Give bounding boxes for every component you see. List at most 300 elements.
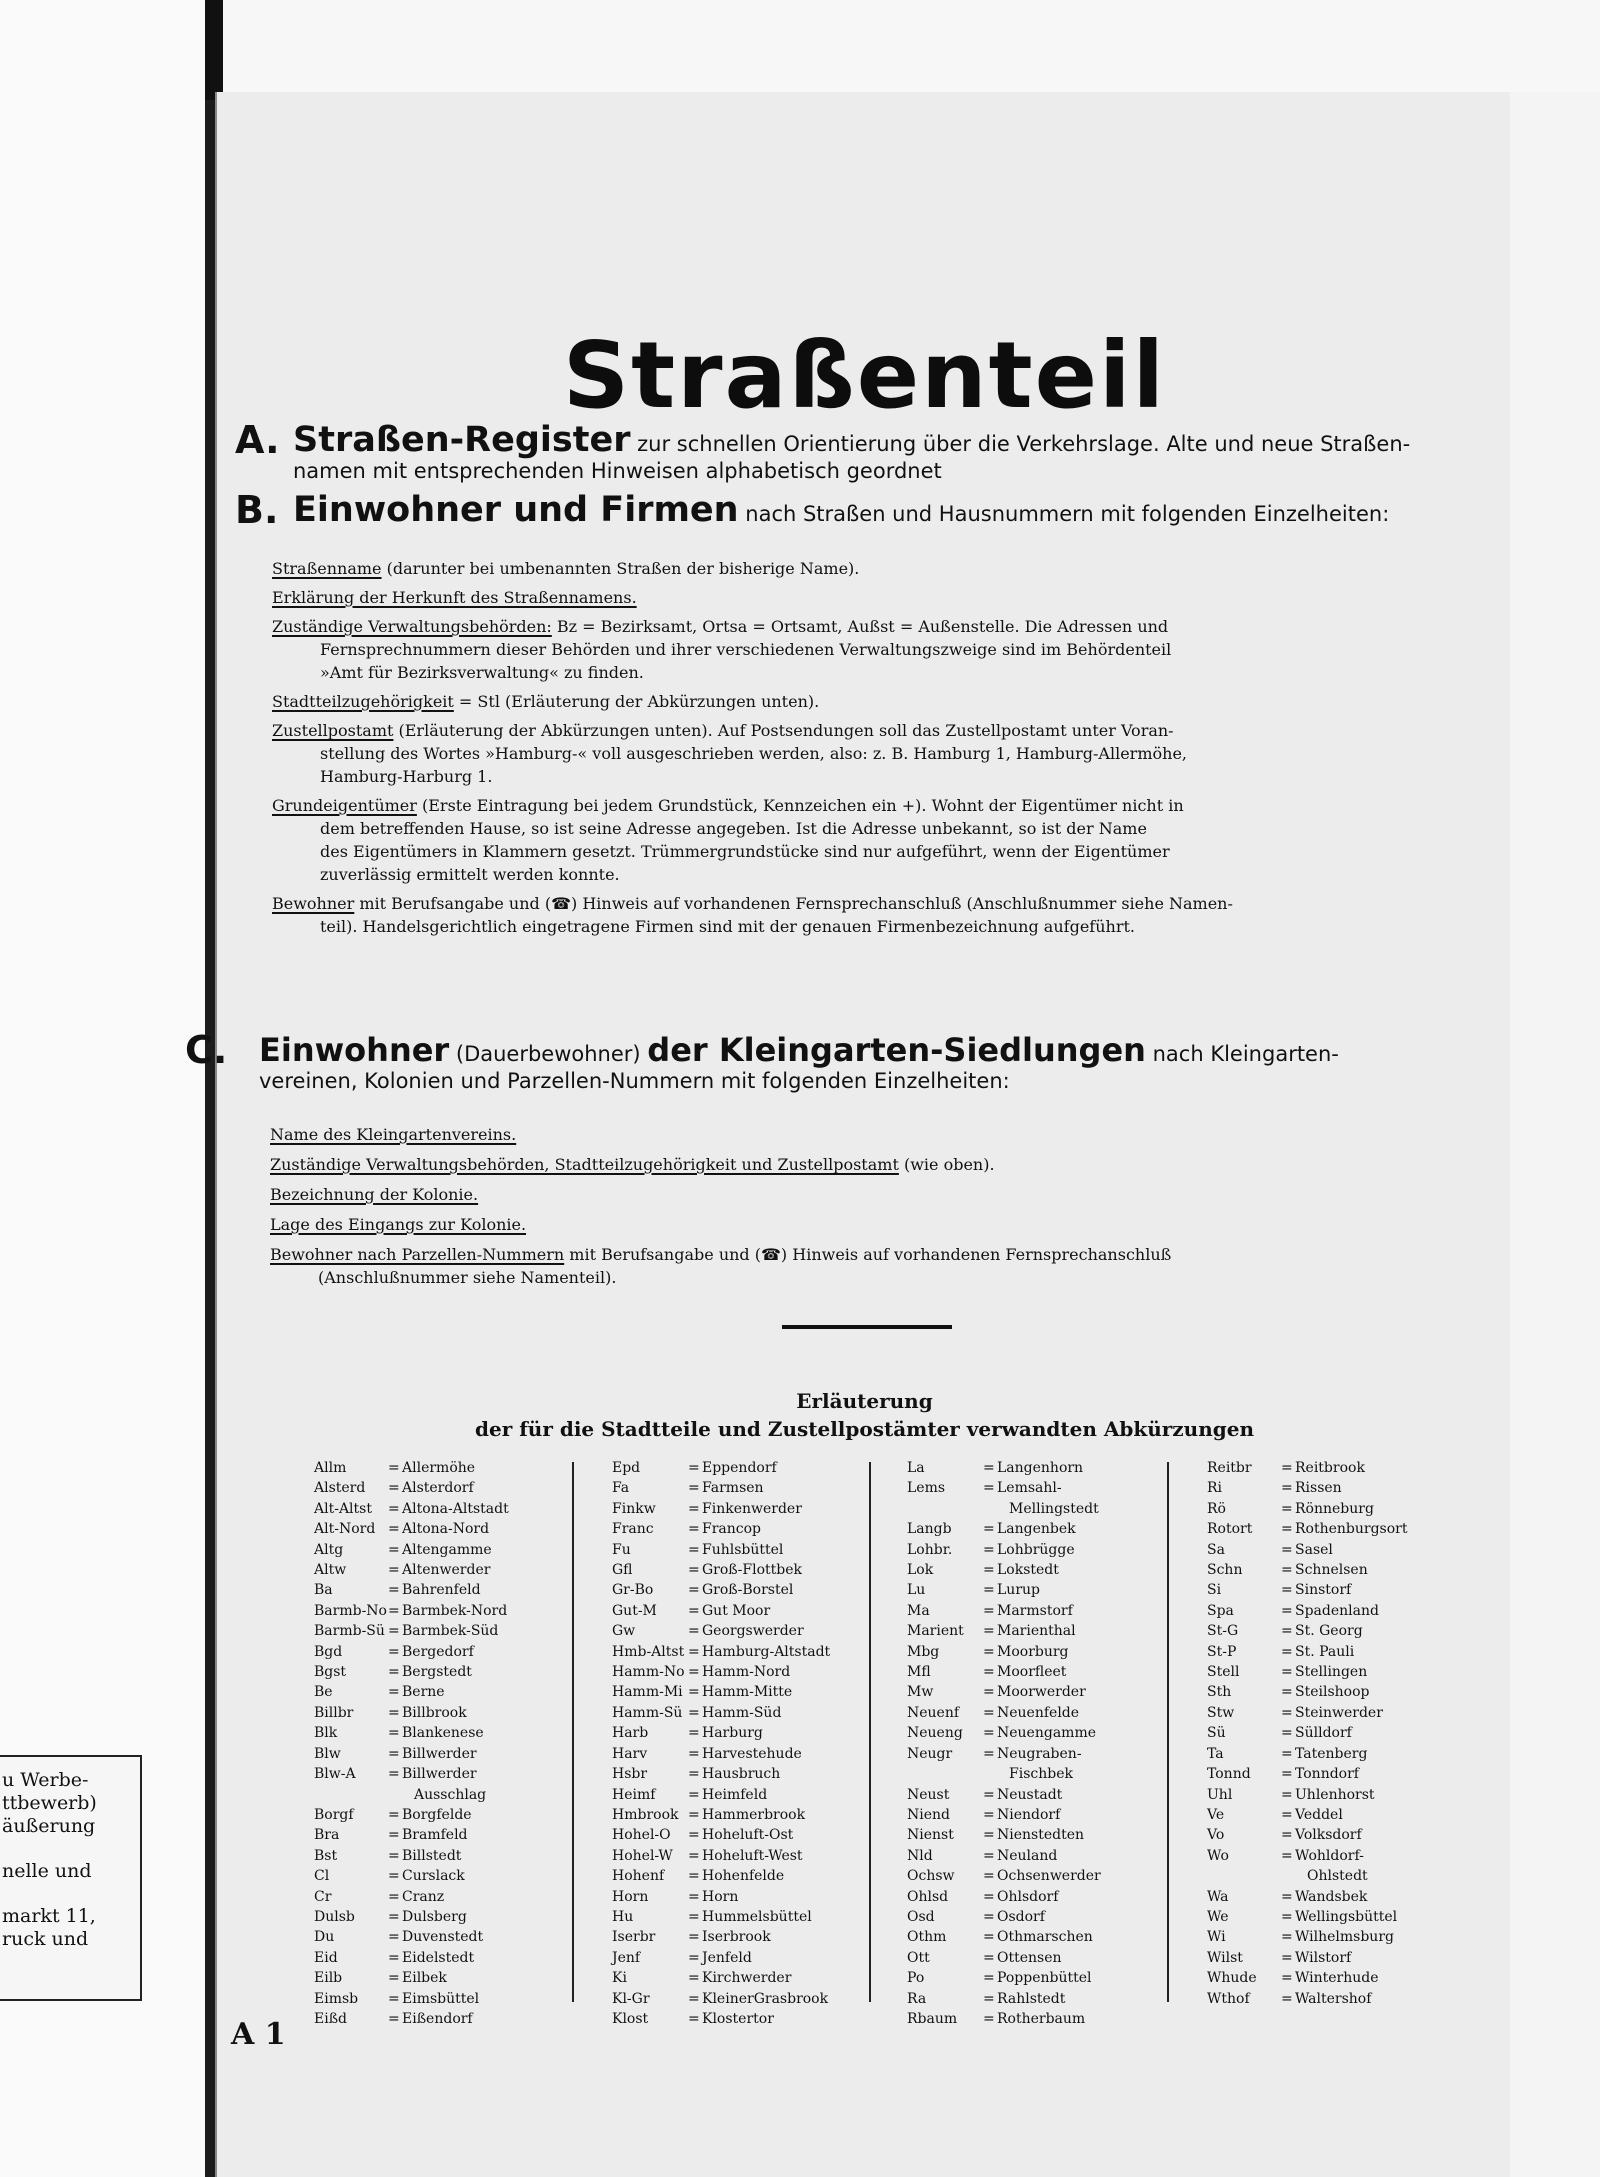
equals-sign: = (388, 2010, 400, 2027)
entry-item (272, 615, 1482, 684)
abbreviation-row (314, 1805, 509, 1825)
abbreviation-row (1207, 1682, 1407, 1702)
equals-sign: = (983, 1908, 995, 1925)
abbreviation: Ma (907, 1602, 930, 1619)
section-c-letter: C. (185, 1028, 228, 1072)
equals-sign: = (983, 1725, 995, 1742)
full-name: Hamburg-Altstadt (702, 1643, 831, 1660)
entry-label: Straßenname (272, 559, 382, 578)
abbreviation: Nld (907, 1847, 933, 1864)
equals-sign: = (1281, 1684, 1293, 1701)
equals-sign: = (688, 1949, 700, 1966)
section-b-heading: Einwohner und Firmen (293, 490, 739, 530)
abbreviation: Altg (314, 1541, 344, 1558)
section-b-letter: B. (235, 488, 279, 532)
equals-sign: = (388, 1827, 400, 1844)
abbreviation-row (907, 1723, 1101, 1743)
entry-continuation: Hamburg-Harburg 1. (320, 767, 493, 786)
full-name: Sinstorf (1295, 1582, 1352, 1599)
abbreviation-row (612, 1499, 830, 1519)
abbreviation: Ri (1207, 1480, 1223, 1497)
abbreviation: Osd (907, 1908, 935, 1925)
full-name: Bramfeld (402, 1827, 468, 1844)
abbreviation-row (1207, 1785, 1407, 1805)
equals-sign: = (688, 1541, 700, 1558)
abbreviation-row (314, 2009, 509, 2029)
equals-sign: = (983, 1847, 995, 1864)
abbreviation: Gw (612, 1623, 636, 1640)
column-divider (869, 1462, 871, 2002)
section-a-text: zur schnellen Orientierung über die Verkehrslage. Alte und neue Straßen- (630, 432, 1411, 456)
entry-text: (wie oben). (898, 1155, 995, 1174)
abbreviation-row (314, 1478, 509, 1498)
entry-item (270, 1153, 1490, 1176)
abbreviation-row (612, 1825, 830, 1845)
full-name: Hamm-Mitte (702, 1684, 793, 1701)
equals-sign: = (1281, 1500, 1293, 1517)
abbreviation: Hamm-Sü (612, 1704, 683, 1721)
abbreviation-row (1207, 1948, 1407, 1968)
abbreviation-row (1207, 1478, 1407, 1498)
abbreviation-row (907, 1560, 1101, 1580)
abbreviation-row (907, 1907, 1101, 1927)
abbreviation-row (314, 1560, 509, 1580)
binding-edge-top (205, 0, 223, 100)
entry-continuation: des Eigentümers in Klammern gesetzt. Trümmergrundstücke sind nur aufgeführt, wenn der Eigentümer (320, 842, 1170, 861)
abbreviation-row (612, 1519, 830, 1539)
abbreviation-row (612, 1744, 830, 1764)
equals-sign: = (1281, 1908, 1293, 1925)
entry-text: mit Berufsangabe und (☎) Hinweis auf vorhandenen Fernsprechanschluß (564, 1245, 1172, 1264)
abbreviation: Nienst (907, 1827, 954, 1844)
equals-sign: = (983, 1602, 995, 1619)
abbreviation-row (1207, 1560, 1407, 1580)
abbreviation-column (314, 1458, 509, 2029)
abbreviation-row (1207, 1968, 1407, 1988)
abbreviation-row (1207, 1744, 1407, 1764)
page-title: Straßenteil (562, 322, 1167, 429)
entry-text: (darunter bei umbenannten Straßen der bisherige Name). (381, 559, 860, 578)
abbreviation: Wa (1207, 1888, 1229, 1905)
full-name: Finkenwerder (702, 1500, 802, 1517)
abbreviation-column (612, 1458, 830, 2029)
full-name: St. Pauli (1295, 1643, 1355, 1660)
divider-rule (782, 1325, 952, 1329)
abbreviation-row (907, 1703, 1101, 1723)
abbreviation-title: Erläuterung (796, 1389, 933, 1413)
equals-sign: = (688, 1643, 700, 1660)
abbreviation-row (907, 1682, 1101, 1702)
abbreviation-row (907, 1785, 1101, 1805)
entry-item (272, 557, 1482, 580)
equals-sign: = (688, 1827, 700, 1844)
abbreviation: Hu (612, 1908, 634, 1925)
abbreviation: La (907, 1460, 925, 1476)
full-name: Barmbek-Süd (402, 1623, 499, 1640)
abbreviation-row (314, 1723, 509, 1743)
full-name: Hamm-Nord (702, 1664, 791, 1681)
abbreviation: Othm (907, 1929, 947, 1946)
section-b-text: nach Straßen und Hausnummern mit folgenden Einzelheiten: (738, 502, 1390, 526)
abbreviation: Hsbr (612, 1766, 648, 1783)
equals-sign: = (983, 1623, 995, 1640)
entry-label: Bewohner (272, 894, 355, 913)
abbreviation: Alt-Nord (314, 1521, 376, 1538)
abbreviation-row (314, 1887, 509, 1907)
abbreviation: Neueng (907, 1725, 963, 1742)
abbreviation: Lohbr. (907, 1541, 953, 1558)
full-name: Fuhlsbüttel (702, 1541, 784, 1558)
abbreviation: Niend (907, 1806, 950, 1823)
full-name: Wellingsbüttel (1295, 1908, 1398, 1925)
full-name: Harburg (702, 1725, 763, 1742)
equals-sign: = (388, 1480, 400, 1497)
equals-sign: = (1281, 1664, 1293, 1681)
full-name: Hammerbrook (702, 1806, 806, 1823)
abbreviation-row (907, 1805, 1101, 1825)
abbreviation-row (907, 1662, 1101, 1682)
abbreviation-row (1207, 1825, 1407, 1845)
abbreviation: Neugr (907, 1745, 953, 1762)
section-a-letter: A. (235, 418, 280, 462)
full-name: Winterhude (1295, 1970, 1379, 1987)
full-name: Blankenese (402, 1725, 484, 1742)
equals-sign: = (688, 1745, 700, 1762)
full-name: Bahrenfeld (402, 1582, 481, 1599)
abbreviation: Spa (1207, 1602, 1234, 1619)
abbreviation-row (314, 1866, 509, 1886)
full-name: Veddel (1295, 1806, 1343, 1823)
abbreviation: Gut-M (612, 1602, 657, 1619)
abbreviation-row (612, 1948, 830, 1968)
equals-sign: = (1281, 1480, 1293, 1497)
full-name: Eppendorf (702, 1460, 777, 1476)
equals-sign: = (388, 1664, 400, 1681)
abbreviation: Stw (1207, 1704, 1235, 1721)
abbreviation: Epd (612, 1460, 641, 1476)
abbreviation-row (1207, 1846, 1407, 1866)
equals-sign: = (388, 1745, 400, 1762)
abbreviation: Lu (907, 1582, 926, 1599)
abbreviation-row (907, 1948, 1101, 1968)
abbreviation-row (314, 1682, 509, 1702)
abbreviation: Uhl (1207, 1786, 1233, 1803)
facing-page-line (0, 1883, 140, 1905)
equals-sign: = (1281, 1745, 1293, 1762)
full-name: Poppenbüttel (997, 1970, 1092, 1987)
full-name: Francop (702, 1521, 762, 1538)
abbreviation-row (314, 1662, 509, 1682)
equals-sign: = (1281, 1582, 1293, 1599)
abbreviation-row (314, 1580, 509, 1600)
abbreviation: Hohenf (612, 1868, 665, 1885)
abbreviation-row (314, 1907, 509, 1927)
abbreviation: Hamm-Mi (612, 1684, 683, 1701)
abbreviation: Jenf (612, 1949, 641, 1966)
abbreviation: Blw (314, 1745, 341, 1762)
equals-sign: = (688, 1847, 700, 1864)
abbreviation: Kl-Gr (612, 1990, 650, 2007)
full-name: Wilhelmsburg (1295, 1929, 1394, 1946)
full-name: Klostertor (702, 2010, 774, 2027)
full-name: Altengamme (402, 1541, 492, 1558)
equals-sign: = (1281, 1460, 1293, 1476)
full-name: Ohlstedt (1307, 1868, 1368, 1885)
entry-label: Zuständige Verwaltungsbehörden, Stadtteilzugehörigkeit und Zustellpostamt (270, 1155, 899, 1174)
abbreviation: Hamm-No (612, 1664, 685, 1681)
full-name: Borgfelde (402, 1806, 472, 1823)
equals-sign: = (688, 1725, 700, 1742)
abbreviation-row (612, 1580, 830, 1600)
entry-label: Name des Kleingartenvereins. (270, 1125, 517, 1144)
full-name: Duvenstedt (402, 1929, 484, 1946)
equals-sign: = (688, 1500, 700, 1517)
equals-sign: = (1281, 1847, 1293, 1864)
abbreviation-row (612, 1723, 830, 1743)
full-name: Marmstorf (997, 1602, 1073, 1619)
abbreviation-row (907, 1989, 1101, 2009)
abbreviation-row (1207, 1703, 1407, 1723)
full-name: Marienthal (997, 1623, 1076, 1640)
abbreviation-row (612, 1621, 830, 1641)
equals-sign: = (388, 1684, 400, 1701)
abbreviation-column (907, 1458, 1101, 2029)
abbreviation: Rotort (1207, 1521, 1253, 1538)
abbreviation: Alt-Altst (314, 1500, 372, 1517)
equals-sign: = (983, 1949, 995, 1966)
full-name: Altenwerder (402, 1562, 491, 1579)
full-name: Hamm-Süd (702, 1704, 782, 1721)
equals-sign: = (688, 1929, 700, 1946)
equals-sign: = (983, 1745, 995, 1762)
facing-page-line: u Werbe- (2, 1769, 89, 1791)
abbreviation: Bgd (314, 1643, 343, 1660)
abbreviation: Bra (314, 1827, 340, 1844)
abbreviation: Hmbrook (612, 1806, 679, 1823)
abbreviation-row (907, 1846, 1101, 1866)
abbreviation: Heimf (612, 1786, 656, 1803)
abbreviation: Iserbr (612, 1929, 656, 1946)
equals-sign: = (688, 1990, 700, 2007)
equals-sign: = (688, 1582, 700, 1599)
entry-item (272, 586, 1482, 609)
abbreviation: Lok (907, 1562, 934, 1579)
entry-item (270, 1243, 1490, 1289)
abbreviation-row (907, 1887, 1101, 1907)
abbreviation: Vo (1207, 1827, 1225, 1844)
abbreviation: Cl (314, 1868, 330, 1885)
abbreviation: Borgf (314, 1806, 354, 1823)
abbreviation: Ki (612, 1970, 627, 1987)
equals-sign: = (388, 1582, 400, 1599)
facing-page-line: äußerung (2, 1815, 96, 1837)
abbreviation: Be (314, 1684, 333, 1701)
equals-sign: = (1281, 1541, 1293, 1558)
abbreviation-row (612, 1478, 830, 1498)
full-name: Spadenland (1295, 1602, 1379, 1619)
equals-sign (1281, 1866, 1295, 1886)
full-name: Ausschlag (414, 1786, 487, 1803)
equals-sign: = (983, 1888, 995, 1905)
column-divider (1167, 1462, 1169, 2002)
equals-sign: = (983, 1970, 995, 1987)
abbreviation-row (907, 1601, 1101, 1621)
full-name: Wohldorf- (1295, 1847, 1364, 1864)
full-name: Neustadt (997, 1786, 1063, 1803)
column-divider (572, 1462, 574, 2002)
abbreviation-row (907, 2009, 1101, 2029)
abbreviation-row (314, 1458, 509, 1478)
abbreviation: We (1207, 1908, 1229, 1925)
equals-sign: = (983, 1786, 995, 1803)
abbreviation-row (612, 1458, 830, 1478)
full-name: Osdorf (997, 1908, 1045, 1925)
entry-continuation: teil). Handelsgerichtlich eingetragene Firmen sind mit der genauen Firmenbezeichnung aufgeführt. (320, 917, 1135, 936)
full-name: Wandsbek (1295, 1888, 1368, 1905)
abbreviation-row (314, 1744, 509, 1764)
entry-label: Lage des Eingangs zur Kolonie. (270, 1215, 527, 1234)
entry-item (270, 1183, 1490, 1206)
full-name: Allermöhe (402, 1460, 476, 1476)
abbreviation-row (612, 2009, 830, 2029)
abbreviation (314, 1785, 388, 1805)
facing-page-text-box (0, 1755, 142, 2001)
entry-label: Zuständige Verwaltungsbehörden: (272, 617, 552, 636)
abbreviation-row (314, 1989, 509, 2009)
equals-sign: = (688, 1766, 700, 1783)
equals-sign: = (983, 1704, 995, 1721)
abbreviation: Rbaum (907, 2010, 958, 2027)
abbreviation: Neust (907, 1786, 950, 1803)
abbreviation: Sth (1207, 1684, 1232, 1701)
equals-sign: = (688, 1684, 700, 1701)
full-name: Reitbrook (1295, 1460, 1365, 1476)
entry-item (270, 1213, 1490, 1236)
entry-continuation: dem betreffenden Hause, so ist seine Adresse angegeben. Ist die Adresse unbekannt, so ist der Name (320, 819, 1147, 838)
abbreviation: Neuenf (907, 1704, 960, 1721)
full-name: Berne (402, 1684, 445, 1701)
abbreviation: Ra (907, 1990, 927, 2007)
abbreviation-row (612, 1887, 830, 1907)
full-name: Billbrook (402, 1704, 467, 1721)
full-name: Rönneburg (1295, 1500, 1374, 1517)
abbreviation: Blw-A (314, 1766, 356, 1783)
abbreviation-row (1207, 1866, 1407, 1886)
section-c-text: nach Kleingarten- (1145, 1042, 1339, 1066)
equals-sign: = (1281, 1949, 1293, 1966)
equals-sign: = (1281, 1562, 1293, 1579)
full-name: Groß-Flottbek (702, 1562, 802, 1579)
full-name: Sülldorf (1295, 1725, 1352, 1742)
abbreviation-row (1207, 1764, 1407, 1784)
equals-sign: = (688, 1908, 700, 1925)
full-name: Neuland (997, 1847, 1058, 1864)
directory-page (185, 92, 1512, 2177)
abbreviation-row (314, 1785, 509, 1805)
full-name: Altona-Altstadt (402, 1500, 509, 1517)
entry-text: (Erläuterung der Abkürzungen unten). Auf Postsendungen soll das Zustellpostamt unter Voran- (393, 721, 1174, 740)
abbreviation-row (314, 1846, 509, 1866)
equals-sign: = (1281, 1888, 1293, 1905)
equals-sign: = (1281, 1929, 1293, 1946)
abbreviation-row (907, 1621, 1101, 1641)
abbreviation: Harb (612, 1725, 649, 1742)
abbreviation: Barmb-No (314, 1602, 387, 1619)
equals-sign: = (983, 1541, 995, 1558)
equals-sign: = (983, 1562, 995, 1579)
facing-page-line: ruck und (2, 1928, 89, 1950)
abbreviation-subtitle: der für die Stadtteile und Zustellpostämter verwandten Abkürzungen (474, 1417, 1254, 1441)
equals-sign: = (388, 1500, 400, 1517)
abbreviation-row (314, 1601, 509, 1621)
abbreviation-row (1207, 1887, 1407, 1907)
entry-continuation: stellung des Wortes »Hamburg-« voll ausgeschrieben werden, also: z. B. Hamburg 1, Hamburg-Allermöhe, (320, 744, 1187, 763)
equals-sign: = (388, 1460, 400, 1476)
equals-sign: = (983, 1868, 995, 1885)
abbreviation: Schn (1207, 1562, 1243, 1579)
equals-sign: = (388, 1806, 400, 1823)
equals-sign (983, 1764, 997, 1784)
abbreviation-row (612, 1662, 830, 1682)
equals-sign: = (388, 1602, 400, 1619)
equals-sign: = (983, 1582, 995, 1599)
equals-sign: = (388, 1766, 400, 1783)
full-name: Alsterdorf (402, 1480, 474, 1497)
section-a (235, 418, 1495, 485)
equals-sign: = (388, 1521, 400, 1538)
abbreviation-row (314, 1621, 509, 1641)
page-number: A 1 (231, 2017, 286, 2052)
equals-sign: = (1281, 1806, 1293, 1823)
full-name: Volksdorf (1295, 1827, 1362, 1844)
full-name: Sasel (1295, 1541, 1333, 1558)
full-name: Nienstedten (997, 1827, 1085, 1844)
equals-sign: = (983, 1929, 995, 1946)
abbreviation-row (314, 1764, 509, 1784)
abbreviation: Whude (1207, 1970, 1257, 1987)
section-c-heading-2: der Kleingarten-Siedlungen (647, 1031, 1146, 1069)
abbreviation-row (907, 1580, 1101, 1600)
section-c-heading: Einwohner (259, 1031, 450, 1069)
abbreviation: Gr-Bo (612, 1582, 654, 1599)
full-name: Hausbruch (702, 1766, 781, 1783)
full-name: St. Georg (1295, 1623, 1363, 1640)
full-name: Eißendorf (402, 2010, 473, 2027)
abbreviation: Du (314, 1929, 335, 1946)
abbreviation-row (314, 1540, 509, 1560)
abbreviation-row (907, 1744, 1101, 1764)
abbreviation: Bst (314, 1847, 338, 1864)
abbreviation: Klost (612, 2010, 649, 2027)
abbreviation: Hmb-Altst (612, 1643, 685, 1660)
full-name: Ottensen (997, 1949, 1062, 1966)
abbreviation-row (612, 1642, 830, 1662)
abbreviation: Rö (1207, 1500, 1226, 1517)
abbreviation: Si (1207, 1582, 1222, 1599)
abbreviation-row (1207, 1621, 1407, 1641)
abbreviation: Allm (314, 1460, 347, 1476)
abbreviation-row (907, 1519, 1101, 1539)
entry-text: (Erste Eintragung bei jedem Grundstück, Kennzeichen ein +). Wohnt der Eigentümer nicht in (416, 796, 1184, 815)
equals-sign: = (1281, 1521, 1293, 1538)
equals-sign: = (688, 1806, 700, 1823)
full-name: Barmbek-Nord (402, 1602, 508, 1619)
full-name: Fischbek (1009, 1766, 1073, 1783)
abbreviation-row (612, 1927, 830, 1947)
entry-continuation: Fernsprechnummern dieser Behörden und ihrer verschiedenen Verwaltungszweige sind im Behördenteil (320, 640, 1172, 659)
entry-text: = Stl (Erläuterung der Abkürzungen unten). (453, 692, 820, 711)
section-c-heading-mid: (Dauerbewohner) (449, 1042, 648, 1066)
